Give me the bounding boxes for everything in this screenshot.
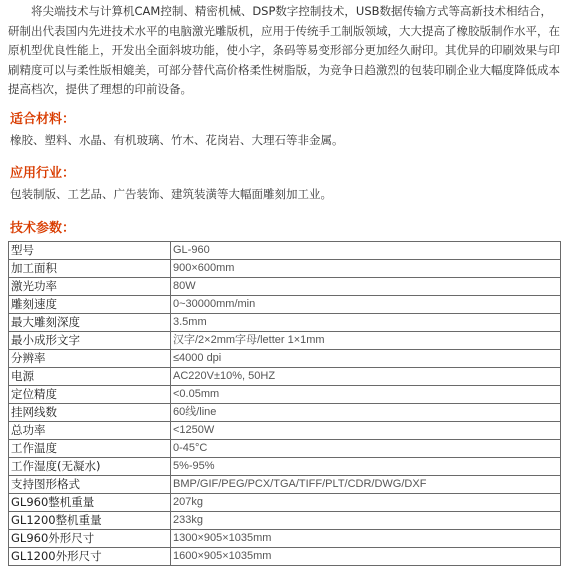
spec-value: 60线/line <box>171 404 561 422</box>
spec-value: 0-45°C <box>171 440 561 458</box>
spec-value: ≤4000 dpi <box>171 350 561 368</box>
table-row <box>9 476 561 494</box>
spec-key: 挂网线数 <box>9 404 171 422</box>
intro-paragraph: 将尖端技术与计算机CAM控制、精密机械、DSP数字控制技术，USB数据传输方式等高新技术相结合，研制出代表国内先进技术水平的电脑激光雕版机，应用于传统手工制版领域，大大提高了橡胶版制作水平，在原机型优良性能上，开发出全面斜坡功能，使小字，条码等易变形部分更加经久耐印。其优异的印刷效果与印刷精度可以与柔性版相媲美，可部分替代高价格柔性树脂版，为竞争日趋激烈的包装印刷企业大幅度降低成本提高档次，提供了理想的印前设备。 <box>8 4 560 96</box>
spec-value: BMP/GIF/PEG/PCX/TGA/TIFF/PLT/CDR/DWG/DXF <box>171 476 561 494</box>
spec-key: 型号 <box>9 242 171 260</box>
spec-value: 汉字/2×2mm字母/letter 1×1mm <box>171 332 561 350</box>
table-row <box>9 278 561 296</box>
spec-value: 1600×905×1035mm <box>171 548 561 566</box>
spec-key: 定位精度 <box>9 386 171 404</box>
spec-value: AC220V±10%, 50HZ <box>171 368 561 386</box>
spec-value: 3.5mm <box>171 314 561 332</box>
spec-key: 最小成形文字 <box>9 332 171 350</box>
spec-table <box>8 241 561 566</box>
spec-key: GL960整机重量 <box>9 494 171 512</box>
materials-heading: 适合材料： <box>10 112 76 127</box>
spec-key: 工作温度 <box>9 440 171 458</box>
spec-key: 工作湿度(无凝水) <box>9 458 171 476</box>
spec-value: 900×600mm <box>171 260 561 278</box>
table-row <box>9 296 561 314</box>
table-row <box>9 242 561 260</box>
spec-key: GL1200整机重量 <box>9 512 171 530</box>
table-row <box>9 530 561 548</box>
spec-key: 支持图形格式 <box>9 476 171 494</box>
materials-text: 橡胶、塑料、水晶、有机玻璃、竹木、花岗岩、大理石等非金属。 <box>10 133 344 147</box>
specs-heading: 技术参数： <box>10 221 76 236</box>
spec-key: 加工面积 <box>9 260 171 278</box>
table-row <box>9 548 561 566</box>
spec-key: GL960外形尺寸 <box>9 530 171 548</box>
industry-heading: 应用行业： <box>10 166 76 181</box>
table-row <box>9 494 561 512</box>
table-row <box>9 512 561 530</box>
table-row <box>9 440 561 458</box>
spec-key: 分辨率 <box>9 350 171 368</box>
spec-value: 233kg <box>171 512 561 530</box>
spec-key: 最大雕刻深度 <box>9 314 171 332</box>
table-row <box>9 368 561 386</box>
spec-value: GL-960 <box>171 242 561 260</box>
table-row <box>9 458 561 476</box>
spec-value: 1300×905×1035mm <box>171 530 561 548</box>
table-row <box>9 260 561 278</box>
table-row <box>9 314 561 332</box>
spec-key: 雕刻速度 <box>9 296 171 314</box>
spec-value: 5%-95% <box>171 458 561 476</box>
spec-key: 激光功率 <box>9 278 171 296</box>
spec-value: 0~30000mm/min <box>171 296 561 314</box>
spec-value: <1250W <box>171 422 561 440</box>
spec-key: GL1200外形尺寸 <box>9 548 171 566</box>
industry-text: 包装制版、工艺品、广告装饰、建筑装潢等大幅面雕刻加工业。 <box>10 187 332 201</box>
spec-value: 207kg <box>171 494 561 512</box>
table-row <box>9 422 561 440</box>
table-row <box>9 350 561 368</box>
table-row <box>9 332 561 350</box>
table-row <box>9 386 561 404</box>
table-row <box>9 404 561 422</box>
spec-key: 总功率 <box>9 422 171 440</box>
spec-value: <0.05mm <box>171 386 561 404</box>
spec-value: 80W <box>171 278 561 296</box>
spec-key: 电源 <box>9 368 171 386</box>
